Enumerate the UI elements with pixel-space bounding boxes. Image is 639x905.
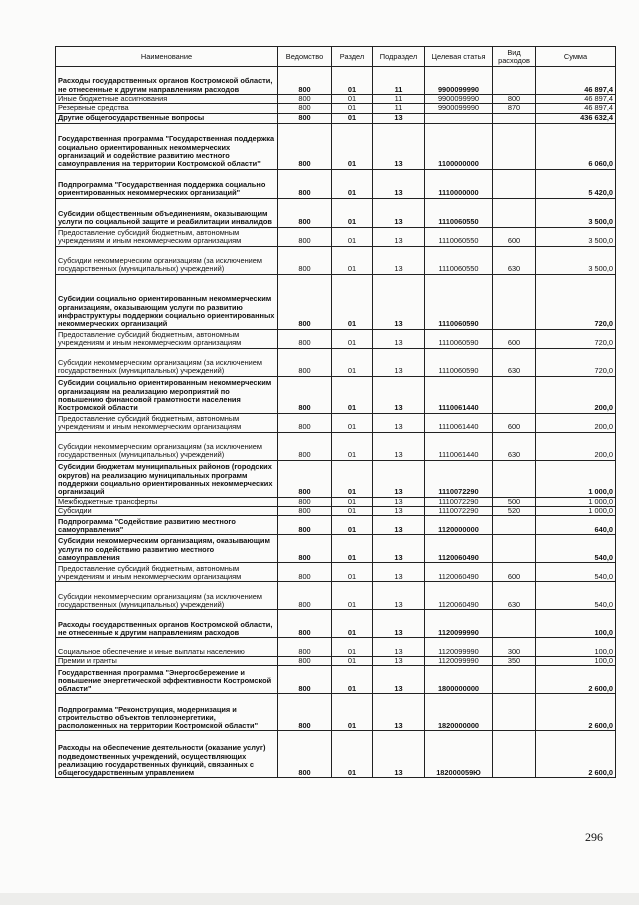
row-target-cell: 1100000000 <box>425 123 493 169</box>
row-subsection-cell: 13 <box>373 113 425 123</box>
row-kind-cell <box>493 610 536 638</box>
row-target-cell: 1110060590 <box>425 329 493 348</box>
row-kind-cell: 500 <box>493 497 536 506</box>
row-kind-cell: 600 <box>493 227 536 246</box>
row-dept-cell: 800 <box>278 348 332 376</box>
row-sum-cell: 46 897,4 <box>536 67 616 95</box>
row-dept-cell: 800 <box>278 169 332 198</box>
row-kind-cell <box>493 666 536 694</box>
row-subsection-cell: 13 <box>373 563 425 582</box>
row-target-cell: 1110072290 <box>425 497 493 506</box>
row-dept-cell: 800 <box>278 113 332 123</box>
table-row <box>56 432 616 460</box>
row-dept-cell: 800 <box>278 329 332 348</box>
row-dept-cell: 800 <box>278 535 332 563</box>
row-dept-cell: 800 <box>278 376 332 413</box>
row-dept-cell: 800 <box>278 666 332 694</box>
row-kind-cell <box>493 198 536 227</box>
row-section-cell: 01 <box>332 563 373 582</box>
row-sum-cell: 200,0 <box>536 376 616 413</box>
row-section-cell: 01 <box>332 169 373 198</box>
table-row <box>56 535 616 563</box>
row-subsection-cell: 13 <box>373 460 425 497</box>
row-sum-cell: 1 000,0 <box>536 506 616 515</box>
row-dept-cell: 800 <box>278 563 332 582</box>
row-name-cell: Субсидии некоммерческим организациям (за исключением государственных (муниципальных) учреждений) <box>56 246 278 274</box>
row-dept-cell: 800 <box>278 516 332 535</box>
row-subsection-cell: 13 <box>373 413 425 432</box>
row-kind-cell <box>493 535 536 563</box>
row-name-cell: Субсидии социально ориентированным некоммерческим организациям, оказывающим услуги по развитию инфраструктуры поддержки социально ориентированных некоммерческих организаций <box>56 274 278 329</box>
row-subsection-cell: 13 <box>373 246 425 274</box>
row-subsection-cell: 13 <box>373 582 425 610</box>
row-target-cell: 1110060590 <box>425 274 493 329</box>
row-section-cell: 01 <box>332 113 373 123</box>
row-dept-cell: 800 <box>278 246 332 274</box>
row-dept-cell: 800 <box>278 582 332 610</box>
row-target-cell: 9900099990 <box>425 95 493 104</box>
row-section-cell: 01 <box>332 506 373 515</box>
row-subsection-cell: 11 <box>373 104 425 113</box>
row-target-cell: 1110000000 <box>425 169 493 198</box>
row-section-cell: 01 <box>332 460 373 497</box>
row-kind-cell: 630 <box>493 348 536 376</box>
row-subsection-cell: 13 <box>373 666 425 694</box>
row-section-cell: 01 <box>332 432 373 460</box>
row-subsection-cell: 13 <box>373 516 425 535</box>
row-name-cell: Подпрограмма "Содействие развитию местного самоуправления" <box>56 516 278 535</box>
row-subsection-cell: 13 <box>373 329 425 348</box>
row-kind-cell: 600 <box>493 563 536 582</box>
row-section-cell: 01 <box>332 274 373 329</box>
row-section-cell: 01 <box>332 123 373 169</box>
col-header-dept: Ведомство <box>278 47 332 67</box>
row-section-cell: 01 <box>332 610 373 638</box>
row-section-cell: 01 <box>332 329 373 348</box>
row-target-cell: 1110061440 <box>425 376 493 413</box>
row-dept-cell: 800 <box>278 104 332 113</box>
row-dept-cell: 800 <box>278 731 332 778</box>
row-subsection-cell: 13 <box>373 657 425 666</box>
row-subsection-cell: 13 <box>373 274 425 329</box>
row-name-cell: Предоставление субсидий бюджетным, автономным учреждениям и иным некоммерческим организациям <box>56 413 278 432</box>
row-name-cell: Резервные средства <box>56 104 278 113</box>
row-kind-cell <box>493 731 536 778</box>
row-sum-cell: 100,0 <box>536 657 616 666</box>
row-name-cell: Предоставление субсидий бюджетным, автономным учреждениям и иным некоммерческим организациям <box>56 329 278 348</box>
row-name-cell: Субсидии некоммерческим организациям (за исключением государственных (муниципальных) учреждений) <box>56 432 278 460</box>
row-target-cell: 1120000000 <box>425 516 493 535</box>
row-target-cell: 1110061440 <box>425 413 493 432</box>
row-sum-cell: 1 000,0 <box>536 497 616 506</box>
row-dept-cell: 800 <box>278 198 332 227</box>
row-section-cell: 01 <box>332 582 373 610</box>
row-sum-cell: 3 500,0 <box>536 246 616 274</box>
row-target-cell: 1820000000 <box>425 694 493 731</box>
table-row <box>56 516 616 535</box>
row-sum-cell: 5 420,0 <box>536 169 616 198</box>
table-row <box>56 113 616 123</box>
row-subsection-cell: 11 <box>373 67 425 95</box>
table-row <box>56 666 616 694</box>
row-target-cell: 1110061440 <box>425 432 493 460</box>
row-subsection-cell: 13 <box>373 610 425 638</box>
row-dept-cell: 800 <box>278 67 332 95</box>
row-sum-cell: 100,0 <box>536 610 616 638</box>
table-row <box>56 348 616 376</box>
row-dept-cell: 800 <box>278 413 332 432</box>
row-sum-cell: 46 897,4 <box>536 95 616 104</box>
table-row <box>56 582 616 610</box>
row-name-cell: Расходы на обеспечение деятельности (оказание услуг) подведомственных учреждений, осуществляющих реализацию государственных функций, связанных с общегосударственным управлением <box>56 731 278 778</box>
row-sum-cell: 2 600,0 <box>536 694 616 731</box>
row-target-cell: 1800000000 <box>425 666 493 694</box>
col-header-section: Раздел <box>332 47 373 67</box>
row-kind-cell <box>493 123 536 169</box>
row-dept-cell: 800 <box>278 694 332 731</box>
row-name-cell: Подпрограмма "Государственная поддержка социально ориентированных некоммерческих организаций" <box>56 169 278 198</box>
row-subsection-cell: 13 <box>373 348 425 376</box>
col-header-sum: Сумма <box>536 47 616 67</box>
row-subsection-cell: 13 <box>373 694 425 731</box>
row-name-cell: Подпрограмма "Реконструкция, модернизация и строительство объектов теплоэнергетики, расположенных на территории Костромской области" <box>56 694 278 731</box>
col-header-name: Наименование <box>56 47 278 67</box>
col-header-target: Целевая статья <box>425 47 493 67</box>
row-section-cell: 01 <box>332 535 373 563</box>
row-dept-cell: 800 <box>278 497 332 506</box>
row-kind-cell: 870 <box>493 104 536 113</box>
row-kind-cell: 630 <box>493 432 536 460</box>
row-sum-cell: 540,0 <box>536 582 616 610</box>
row-section-cell: 01 <box>332 497 373 506</box>
row-sum-cell: 2 600,0 <box>536 666 616 694</box>
table-row <box>56 198 616 227</box>
row-section-cell: 01 <box>332 227 373 246</box>
row-section-cell: 01 <box>332 95 373 104</box>
row-section-cell: 01 <box>332 657 373 666</box>
row-section-cell: 01 <box>332 376 373 413</box>
row-sum-cell: 540,0 <box>536 535 616 563</box>
row-section-cell: 01 <box>332 104 373 113</box>
table-row <box>56 67 616 95</box>
row-target-cell: 9900099990 <box>425 104 493 113</box>
row-subsection-cell: 13 <box>373 376 425 413</box>
col-header-subsection: Подраздел <box>373 47 425 67</box>
row-dept-cell: 800 <box>278 95 332 104</box>
row-section-cell: 01 <box>332 67 373 95</box>
table-row <box>56 95 616 104</box>
table-row <box>56 563 616 582</box>
row-subsection-cell: 13 <box>373 497 425 506</box>
row-sum-cell: 720,0 <box>536 274 616 329</box>
row-sum-cell: 100,0 <box>536 638 616 657</box>
row-sum-cell: 540,0 <box>536 563 616 582</box>
row-sum-cell: 436 632,4 <box>536 113 616 123</box>
table-row <box>56 694 616 731</box>
row-dept-cell: 800 <box>278 274 332 329</box>
row-name-cell: Субсидии некоммерческим организациям (за исключением государственных (муниципальных) учреждений) <box>56 582 278 610</box>
row-name-cell: Премии и гранты <box>56 657 278 666</box>
row-subsection-cell: 13 <box>373 535 425 563</box>
page-number: 296 <box>585 830 603 844</box>
row-target-cell: 1120099990 <box>425 610 493 638</box>
row-kind-cell: 630 <box>493 582 536 610</box>
row-kind-cell <box>493 67 536 95</box>
row-target-cell: 1120060490 <box>425 563 493 582</box>
row-sum-cell: 640,0 <box>536 516 616 535</box>
row-name-cell: Субсидии социально ориентированным некоммерческим организациям на реализацию мероприятий по повышению финансовой грамотности населения Костромской области <box>56 376 278 413</box>
row-target-cell: 1120060490 <box>425 582 493 610</box>
row-name-cell: Субсидии общественным объединениям, оказывающим услуги по социальной защите и реабилитации инвалидов <box>56 198 278 227</box>
col-header-kind: Вид расходов <box>493 47 536 67</box>
row-sum-cell: 720,0 <box>536 329 616 348</box>
row-section-cell: 01 <box>332 731 373 778</box>
row-section-cell: 01 <box>332 413 373 432</box>
row-name-cell: Государственная программа "Государственная поддержка социально ориентированных некоммерческих организаций и содействие развитию местного самоуправления на территории Костромской области" <box>56 123 278 169</box>
row-section-cell: 01 <box>332 348 373 376</box>
row-target-cell: 1110060590 <box>425 348 493 376</box>
table-row <box>56 376 616 413</box>
row-subsection-cell: 13 <box>373 198 425 227</box>
row-kind-cell: 350 <box>493 657 536 666</box>
row-name-cell: Субсидии бюджетам муниципальных районов (городских округов) на реализацию муниципальных программ поддержки социально ориентированных некоммерческих организаций <box>56 460 278 497</box>
row-subsection-cell: 13 <box>373 506 425 515</box>
row-kind-cell: 600 <box>493 329 536 348</box>
row-target-cell: 182000059Ю <box>425 731 493 778</box>
row-target-cell: 1120060490 <box>425 535 493 563</box>
table-row <box>56 123 616 169</box>
row-name-cell: Расходы государственных органов Костромской области, не отнесенные к другим направлениям расходов <box>56 67 278 95</box>
row-dept-cell: 800 <box>278 638 332 657</box>
row-kind-cell <box>493 169 536 198</box>
row-kind-cell <box>493 460 536 497</box>
row-name-cell: Предоставление субсидий бюджетным, автономным учреждениям и иным некоммерческим организациям <box>56 563 278 582</box>
row-subsection-cell: 13 <box>373 638 425 657</box>
table-header-row <box>56 47 616 67</box>
row-sum-cell: 3 500,0 <box>536 198 616 227</box>
row-kind-cell <box>493 516 536 535</box>
row-dept-cell: 800 <box>278 432 332 460</box>
row-dept-cell: 800 <box>278 123 332 169</box>
row-target-cell: 1120099990 <box>425 638 493 657</box>
table-row <box>56 638 616 657</box>
row-name-cell: Другие общегосударственные вопросы <box>56 113 278 123</box>
row-target-cell: 1120099990 <box>425 657 493 666</box>
table-row <box>56 246 616 274</box>
row-dept-cell: 800 <box>278 610 332 638</box>
row-dept-cell: 800 <box>278 460 332 497</box>
row-target-cell: 1110072290 <box>425 460 493 497</box>
row-kind-cell <box>493 694 536 731</box>
scan-bottom-edge <box>0 893 639 905</box>
table-row <box>56 657 616 666</box>
row-sum-cell: 2 600,0 <box>536 731 616 778</box>
row-name-cell: Субсидии некоммерческим организациям, оказывающим услуги по содействию развитию местного самоуправления <box>56 535 278 563</box>
row-sum-cell: 46 897,4 <box>536 104 616 113</box>
row-kind-cell <box>493 113 536 123</box>
table-row <box>56 731 616 778</box>
table-row <box>56 329 616 348</box>
row-kind-cell: 630 <box>493 246 536 274</box>
row-kind-cell <box>493 376 536 413</box>
row-target-cell <box>425 113 493 123</box>
table-row <box>56 460 616 497</box>
row-target-cell: 1110060550 <box>425 227 493 246</box>
row-section-cell: 01 <box>332 516 373 535</box>
row-section-cell: 01 <box>332 666 373 694</box>
row-kind-cell: 800 <box>493 95 536 104</box>
row-name-cell: Расходы государственных органов Костромской области, не отнесенные к другим направлениям расходов <box>56 610 278 638</box>
row-sum-cell: 200,0 <box>536 413 616 432</box>
row-sum-cell: 200,0 <box>536 432 616 460</box>
row-subsection-cell: 11 <box>373 95 425 104</box>
row-subsection-cell: 13 <box>373 123 425 169</box>
row-target-cell: 1110072290 <box>425 506 493 515</box>
row-target-cell: 9900099990 <box>425 67 493 95</box>
row-sum-cell: 6 060,0 <box>536 123 616 169</box>
row-section-cell: 01 <box>332 246 373 274</box>
table-row <box>56 413 616 432</box>
row-kind-cell <box>493 274 536 329</box>
row-dept-cell: 800 <box>278 657 332 666</box>
row-subsection-cell: 13 <box>373 432 425 460</box>
table-row <box>56 104 616 113</box>
row-subsection-cell: 13 <box>373 227 425 246</box>
row-section-cell: 01 <box>332 198 373 227</box>
row-name-cell: Предоставление субсидий бюджетным, автономным учреждениям и иным некоммерческим организациям <box>56 227 278 246</box>
row-dept-cell: 800 <box>278 506 332 515</box>
row-name-cell: Государственная программа "Энергосбережение и повышение энергетической эффективности Костромской области" <box>56 666 278 694</box>
table-row <box>56 227 616 246</box>
row-name-cell: Иные бюджетные ассигнования <box>56 95 278 104</box>
row-kind-cell: 600 <box>493 413 536 432</box>
row-section-cell: 01 <box>332 694 373 731</box>
row-name-cell: Межбюджетные трансферты <box>56 497 278 506</box>
row-subsection-cell: 13 <box>373 731 425 778</box>
row-dept-cell: 800 <box>278 227 332 246</box>
row-sum-cell: 3 500,0 <box>536 227 616 246</box>
row-name-cell: Субсидии <box>56 506 278 515</box>
table-row <box>56 610 616 638</box>
row-name-cell: Субсидии некоммерческим организациям (за исключением государственных (муниципальных) учреждений) <box>56 348 278 376</box>
row-target-cell: 1110060550 <box>425 246 493 274</box>
table-row <box>56 169 616 198</box>
row-sum-cell: 1 000,0 <box>536 460 616 497</box>
row-kind-cell: 300 <box>493 638 536 657</box>
row-name-cell: Социальное обеспечение и иные выплаты населению <box>56 638 278 657</box>
table-row <box>56 497 616 506</box>
row-kind-cell: 520 <box>493 506 536 515</box>
table-row <box>56 506 616 515</box>
row-section-cell: 01 <box>332 638 373 657</box>
row-sum-cell: 720,0 <box>536 348 616 376</box>
row-target-cell: 1110060550 <box>425 198 493 227</box>
budget-table <box>55 46 616 778</box>
table-row <box>56 274 616 329</box>
row-subsection-cell: 13 <box>373 169 425 198</box>
